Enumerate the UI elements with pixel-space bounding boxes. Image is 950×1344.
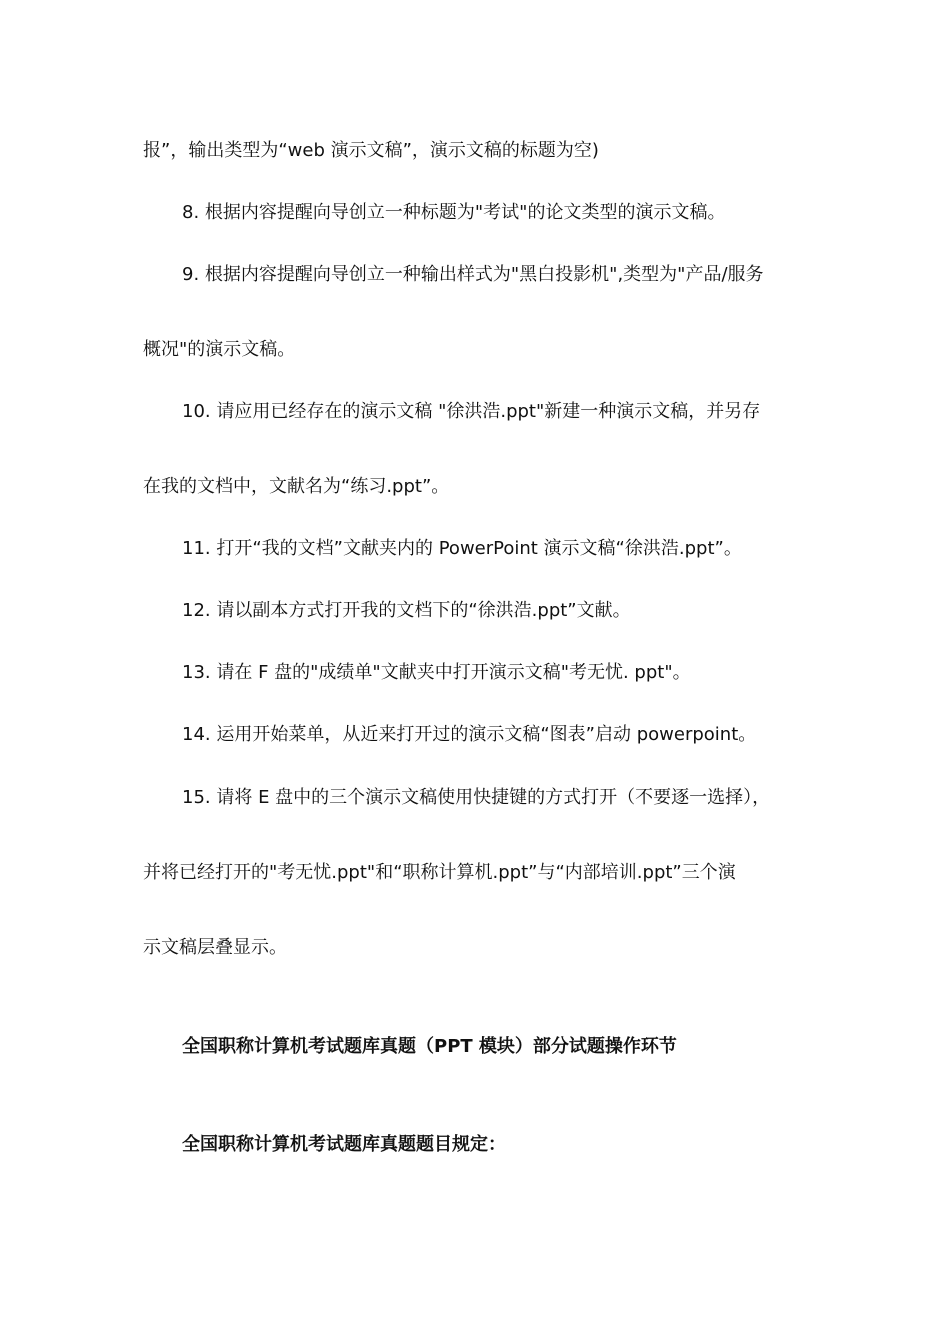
item-11-line: 11. 打开“我的文档”文献夹内的 PowerPoint 演示文稿“徐洪浩.ppt”。	[182, 538, 742, 559]
text-line-1: 报”，输出类型为“web 演示文稿”，演示文稿的标题为空)	[143, 140, 599, 161]
item-15-line-1: 15. 请将 E 盘中的三个演示文稿使用快捷键的方式打开（不要逐一选择），	[182, 787, 771, 808]
item-9-line-2: 概况"的演示文稿。	[143, 339, 296, 360]
item-10-line-2: 在我的文档中，文献名为“练习.ppt”。	[143, 476, 450, 497]
section-heading-ppt-module: 全国职称计算机考试题库真题（PPT 模块）部分试题操作环节	[182, 1036, 677, 1057]
item-8-line: 8. 根据内容提醒向导创立一种标题为"考试"的论文类型的演示文稿。	[182, 202, 726, 223]
section-heading-requirements: 全国职称计算机考试题库真题题目规定：	[182, 1134, 506, 1155]
item-12-line: 12. 请以副本方式打开我的文档下的“徐洪浩.ppt”文献。	[182, 600, 631, 621]
item-10-line-1: 10. 请应用已经存在的演示文稿 "徐洪浩.ppt"新建一种演示文稿，并另存	[182, 401, 761, 422]
item-14-line: 14. 运用开始菜单，从近来打开过的演示文稿“图表”启动 powerpoint。	[182, 724, 757, 745]
item-15-line-3: 示文稿层叠显示。	[143, 937, 287, 958]
item-9-line-1: 9. 根据内容提醒向导创立一种输出样式为"黑白投影机",类型为"产品/服务	[182, 264, 764, 285]
item-15-line-2: 并将已经打开的"考无忧.ppt"和“职称计算机.ppt”与“内部培训.ppt”三个演	[143, 862, 736, 883]
item-13-line: 13. 请在 F 盘的"成绩单"文献夹中打开演示文稿"考无忧. ppt"。	[182, 662, 691, 683]
